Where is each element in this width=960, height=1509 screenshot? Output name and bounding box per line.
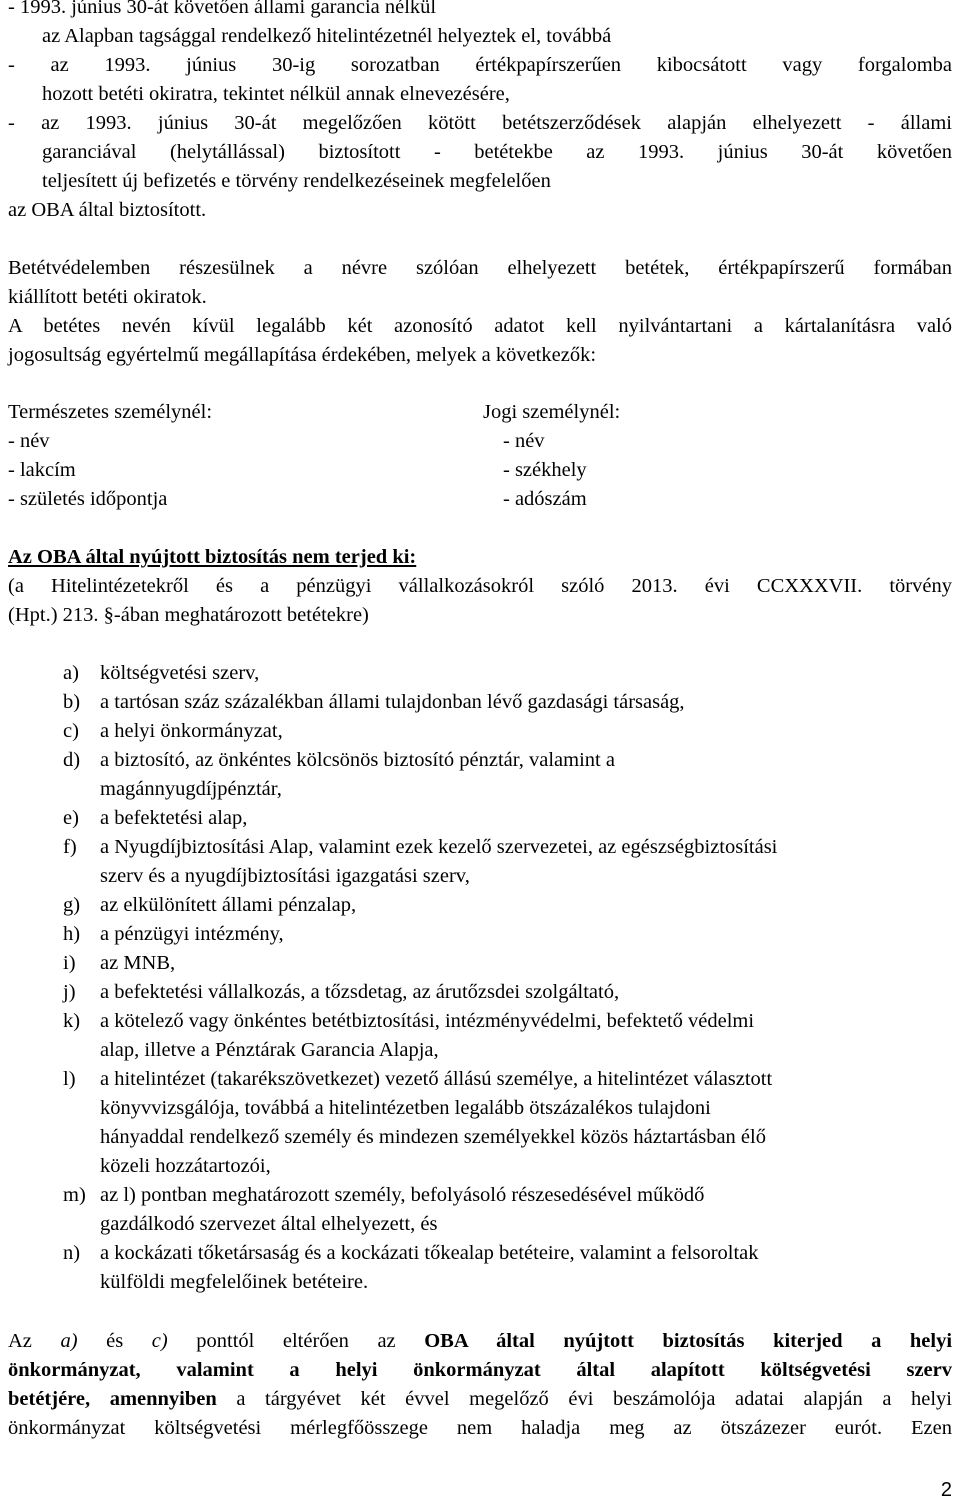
paragraph-line: jogosultság egyértelmű megállapítása érdekében, melyek a következők: [8,344,597,366]
list-line: az Alapban tagsággal rendelkező hitelintézetnél helyeztek el, továbbá [42,25,612,47]
paragraph-line: A betétes nevén kívül legalább két azonosító adatot kell nyilvántartani a kártalanításra való [8,315,952,337]
exclusion-item-text: a tartósan száz százalékban állami tulajdonban lévő gazdasági társaság, [100,691,685,713]
exclusion-item-letter: c) [63,720,79,742]
exclusion-item-letter: f) [63,836,77,858]
exclusion-item-letter: n) [63,1242,81,1264]
exclusion-item-text: a hitelintézet (takarékszövetkezet) vezető állású személye, a hitelintézet választott [100,1068,773,1090]
closing-text: és [106,1330,124,1352]
exclusion-item-text: a Nyugdíjbiztosítási Alap, valamint ezek kezelő szervezetei, az egészségbiztosítási [100,836,778,858]
closing-bold-text: OBA által nyújtott biztosítás kiterjed a helyi [424,1330,953,1352]
closing-text: Az [8,1330,32,1352]
closing-text: ponttól eltérően az [196,1330,396,1352]
exclusion-item-letter: k) [63,1010,81,1032]
exclusion-item-letter: m) [63,1184,86,1206]
exclusion-item-letter: l) [63,1068,76,1090]
natural-person-item: - név [8,430,50,452]
exclusion-item-text: közeli hozzátartozói, [100,1155,271,1177]
exclusion-item-letter: g) [63,894,81,916]
exclusion-item-letter: h) [63,923,81,945]
exclusion-item-text: szerv és a nyugdíjbiztosítási igazgatási szerv, [100,865,470,887]
exclusion-item-text: a kockázati tőketársaság és a kockázati tőkealap betéteire, valamint a felsoroltak [100,1242,759,1264]
legal-person-item: - székhely [503,459,587,481]
closing-line: önkormányzat költségvetési mérlegfőösszege nem haladja meg az ötszázezer eurót. Ezen [8,1417,952,1439]
exclusion-item-text: az MNB, [100,952,176,974]
exclusion-item-letter: d) [63,749,81,771]
exclusion-item-text: az elkülönített állami pénzalap, [100,894,357,916]
exclusion-item-letter: j) [63,981,76,1003]
list-line: - az 1993. június 30-át megelőzően kötött betétszerződések alapján elhelyezett - állami [8,112,952,134]
list-line: - az 1993. június 30-ig sorozatban értékpapírszerűen kibocsátott vagy forgalomba [8,54,952,76]
list-line: garanciával (helytállással) biztosított - betétekbe az 1993. június 30-át követően [42,141,952,163]
closing-text: a tárgyévet két évvel megelőző évi beszámolója adatai alapján a helyi [236,1388,952,1410]
page-number: 2 [940,1479,952,1501]
exclusion-item-text: a befektetési alap, [100,807,248,829]
exclusions-heading: Az OBA által nyújtott biztosítás nem terjed ki: [8,546,417,568]
closing-line: önkormányzat, valamint a helyi önkormányzat által alapított költségvetési szerv [8,1359,952,1381]
exclusion-item-text: a biztosító, az önkéntes kölcsönös biztosító pénztár, valamint a [100,749,615,771]
legal-person-header: Jogi személynél: [483,401,621,423]
exclusion-item-text: magánnyugdíjpénztár, [100,778,282,800]
exclusions-reference: (a Hitelintézetekről és a pénzügyi vállalkozásokról szóló 2013. évi CCXXXVII. törvény [8,575,952,597]
paragraph-line: Betétvédelemben részesülnek a névre szólóan elhelyezett betétek, értékpapírszerű formában [8,257,952,279]
closing-bold-text: betétjére, amennyiben [8,1388,217,1410]
exclusion-item-text: alap, illetve a Pénztárak Garancia Alapja, [100,1039,439,1061]
closing-ref-a: a) [60,1330,78,1352]
exclusion-item-text: a pénzügyi intézmény, [100,923,284,945]
list-line: - 1993. június 30-át követően állami garancia nélkül [8,0,437,18]
exclusion-item-letter: e) [63,807,79,829]
exclusions-reference: (Hpt.) 213. §-ában meghatározott betétekre) [8,604,369,626]
exclusion-item-letter: i) [63,952,76,974]
exclusion-item-text: költségvetési szerv, [100,662,260,684]
exclusion-item-text: könyvvizsgálója, továbbá a hitelintézetben legalább ötszázalékos tulajdoni [100,1097,711,1119]
natural-person-item: - lakcím [8,459,76,481]
exclusion-item-text: gazdálkodó szervezet által elhelyezett, és [100,1213,438,1235]
closing-line [8,1385,952,1414]
natural-person-header: Természetes személynél: [8,401,213,423]
exclusion-item-text: a befektetési vállalkozás, a tőzsdetag, az árutőzsdei szolgáltató, [100,981,620,1003]
exclusion-item-text: az l) pontban meghatározott személy, befolyásoló részesedésével működő [100,1184,705,1206]
list-line: az OBA által biztosított. [8,199,207,221]
exclusion-item-text: a kötelező vagy önkéntes betétbiztosítási, intézményvédelmi, befektető védelmi [100,1010,755,1032]
closing-ref-c: c) [151,1330,168,1352]
paragraph-line: kiállított betéti okiratok. [8,286,207,308]
exclusion-item-text: hányaddal rendelkező személy és mindezen személyekkel közös háztartásban élő [100,1126,766,1148]
legal-person-item: - név [503,430,545,452]
list-line: hozott betéti okiratra, tekintet nélkül annak elnevezésére, [42,83,510,105]
list-line: teljesített új befizetés e törvény rendelkezéseinek megfelelően [42,170,551,192]
exclusion-item-text: külföldi megfelelőinek betéteire. [100,1271,369,1293]
exclusion-item-text: a helyi önkormányzat, [100,720,283,742]
closing-line [8,1327,952,1356]
exclusion-item-letter: b) [63,691,81,713]
natural-person-item: - születés időpontja [8,488,168,510]
exclusion-item-letter: a) [63,662,79,684]
legal-person-item: - adószám [503,488,587,510]
